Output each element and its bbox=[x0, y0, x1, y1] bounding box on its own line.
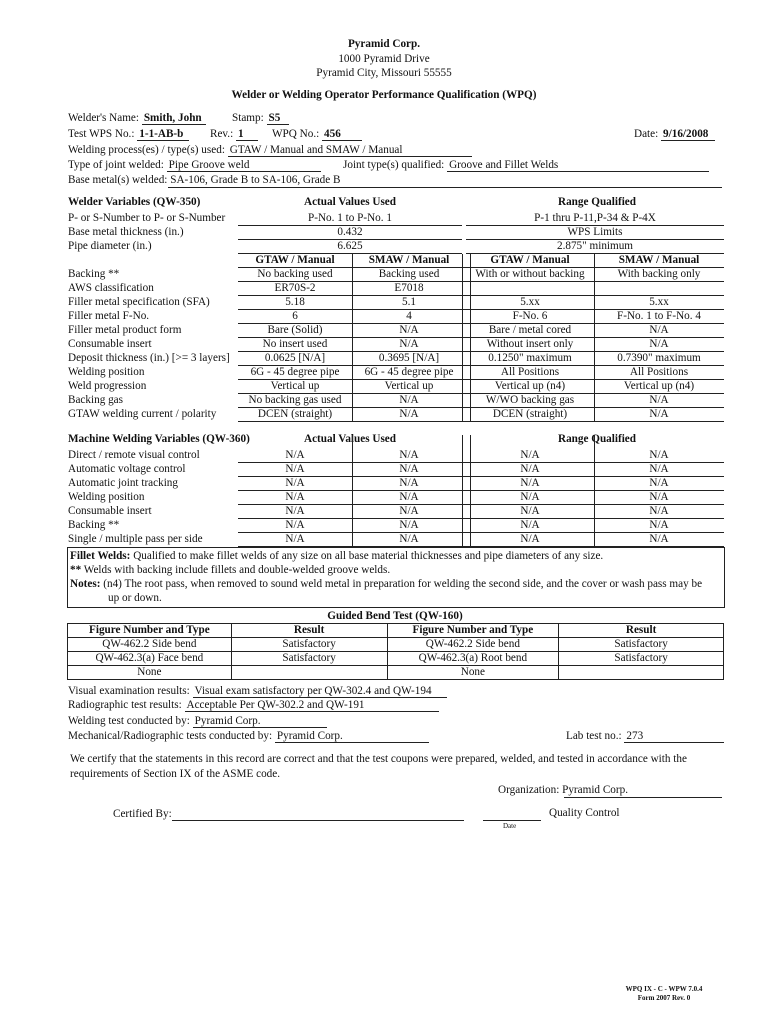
table-cell: N/A bbox=[399, 533, 419, 545]
table-cell: Bare (Solid) bbox=[267, 324, 323, 336]
table-cell: All Positions bbox=[500, 366, 560, 378]
bend-cell bbox=[559, 666, 724, 680]
wps-row bbox=[68, 128, 189, 141]
joint-value: Pipe Groove weld bbox=[167, 159, 321, 172]
quality-control-label: Quality Control bbox=[549, 807, 620, 819]
table-cell: DCEN (straight) bbox=[257, 408, 333, 420]
stamp-row bbox=[232, 112, 289, 125]
table-row bbox=[68, 652, 724, 666]
bend-cell: None bbox=[387, 666, 559, 680]
variable-label: Backing ** bbox=[68, 268, 120, 280]
table-cell: N/A bbox=[649, 394, 669, 406]
actual-value: P-No. 1 to P-No. 1 bbox=[308, 212, 392, 224]
company-name: Pyramid Corp. bbox=[347, 38, 421, 50]
table-cell: N/A bbox=[649, 491, 669, 503]
bend-header-figure-1: Figure Number and Type bbox=[68, 624, 232, 638]
column-subheader: SMAW / Manual bbox=[618, 254, 700, 266]
variable-label: P- or S-Number to P- or S-Number bbox=[68, 212, 226, 224]
table-cell: N/A bbox=[649, 338, 669, 350]
wps-value: 1-1-AB-b bbox=[137, 128, 189, 141]
table-cell: N/A bbox=[399, 463, 419, 475]
rev-value: 1 bbox=[236, 128, 258, 141]
bend-cell: Satisfactory bbox=[231, 638, 387, 652]
table-cell: N/A bbox=[285, 477, 305, 489]
date-value: 9/16/2008 bbox=[661, 128, 715, 141]
certification-line1: We certify that the statements in this record are correct and that the test coupons were prepared, welded, and tested in accordance with the bbox=[70, 753, 687, 765]
welder-name-label: Welder's Name: bbox=[68, 112, 140, 124]
variable-label: Filler metal specification (SFA) bbox=[68, 296, 210, 308]
column-subheader: SMAW / Manual bbox=[368, 254, 450, 266]
mechanical-conducted-value: Pyramid Corp. bbox=[275, 730, 429, 743]
organization-value: Pyramid Corp. bbox=[562, 784, 628, 796]
table-cell: N/A bbox=[285, 533, 305, 545]
joint-label: Type of joint welded: bbox=[68, 159, 164, 171]
table-cell: With or without backing bbox=[475, 268, 585, 280]
table-cell: N/A bbox=[399, 477, 419, 489]
table-cell: N/A bbox=[285, 505, 305, 517]
rev-label: Rev.: bbox=[210, 128, 234, 140]
table-row bbox=[68, 638, 724, 652]
stamp-label: Stamp: bbox=[232, 112, 264, 124]
lab-test-row bbox=[566, 730, 724, 743]
welder-actual-header: Actual Values Used bbox=[303, 196, 396, 208]
date-line bbox=[483, 820, 541, 821]
actual-value: 6.625 bbox=[337, 240, 363, 252]
column-divider bbox=[470, 254, 471, 422]
table-cell: N/A bbox=[649, 463, 669, 475]
process-row bbox=[68, 144, 472, 157]
bend-test-table bbox=[67, 623, 724, 680]
table-cell: N/A bbox=[399, 519, 419, 531]
joint-qualified-value: Groove and Fillet Welds bbox=[447, 159, 709, 172]
variable-label: Filler metal product form bbox=[68, 324, 182, 336]
fillet-note-text: Qualified to make fillet welds of any size on all base material thicknesses and pipe diameters of any size. bbox=[133, 550, 604, 562]
bend-cell: Satisfactory bbox=[559, 652, 724, 666]
notes-text-line1: (n4) The root pass, when removed to sound weld metal in preparation for welding the second side, and the cover or wash pass may be bbox=[103, 578, 703, 590]
table-cell: Bare / metal cored bbox=[488, 324, 572, 336]
notes-box bbox=[67, 547, 725, 608]
range-value: 2.875" minimum bbox=[556, 240, 634, 252]
welder-name-value: Smith, John bbox=[142, 112, 206, 125]
machine-actual-header: Actual Values Used bbox=[303, 433, 396, 445]
variable-label: GTAW welding current / polarity bbox=[68, 408, 217, 420]
welder-range-header: Range Qualified bbox=[557, 196, 636, 208]
wpq-label: WPQ No.: bbox=[272, 128, 320, 140]
table-cell: 0.0625 [N/A] bbox=[264, 352, 326, 364]
backing-note bbox=[70, 564, 390, 576]
table-cell: Vertical up bbox=[384, 380, 434, 392]
table-cell: N/A bbox=[285, 449, 305, 461]
variable-label: Weld progression bbox=[68, 380, 147, 392]
table-cell: 0.7390" maximum bbox=[617, 352, 701, 364]
wpq-row bbox=[272, 128, 362, 141]
stamp-value: S5 bbox=[267, 112, 289, 125]
signature-line bbox=[172, 820, 464, 821]
table-cell: No backing used bbox=[257, 268, 333, 280]
table-cell: N/A bbox=[649, 449, 669, 461]
table-cell: All Positions bbox=[629, 366, 689, 378]
radiographic-label: Radiographic test results: bbox=[68, 699, 182, 711]
variable-label: Base metal thickness (in.) bbox=[68, 226, 184, 238]
bend-cell: QW-462.3(a) Root bend bbox=[387, 652, 559, 666]
joint-qualified-label: Joint type(s) qualified: bbox=[343, 159, 445, 171]
table-cell: Vertical up bbox=[270, 380, 320, 392]
table-cell: No insert used bbox=[262, 338, 328, 350]
table-cell: N/A bbox=[520, 519, 540, 531]
welding-conducted-label: Welding test conducted by: bbox=[68, 715, 190, 727]
table-cell: N/A bbox=[399, 491, 419, 503]
visual-exam-label: Visual examination results: bbox=[68, 685, 190, 697]
process-value: GTAW / Manual and SMAW / Manual bbox=[228, 144, 472, 157]
table-cell: Without insert only bbox=[486, 338, 574, 350]
table-cell: N/A bbox=[520, 533, 540, 545]
welding-conducted-row bbox=[68, 715, 327, 728]
bend-test-title: Guided Bend Test (QW-160) bbox=[327, 610, 463, 622]
table-cell: DCEN (straight) bbox=[492, 408, 568, 420]
column-divider bbox=[352, 435, 353, 547]
organization-label: Organization: bbox=[498, 784, 560, 796]
bend-cell: QW-462.3(a) Face bend bbox=[68, 652, 232, 666]
variable-label: Backing ** bbox=[68, 519, 120, 531]
company-address-line1: 1000 Pyramid Drive bbox=[338, 53, 430, 65]
date-label: Date: bbox=[634, 128, 659, 140]
variable-label: Single / multiple pass per side bbox=[68, 533, 203, 545]
notes-label: Notes: bbox=[70, 578, 101, 590]
mechanical-conducted-row bbox=[68, 730, 429, 743]
variable-label: Consumable insert bbox=[68, 505, 152, 517]
bend-header-result-1: Result bbox=[231, 624, 387, 638]
form-title: Welder or Welding Operator Performance Qualification (WPQ) bbox=[231, 89, 537, 101]
rev-row bbox=[210, 128, 258, 141]
table-cell: 5.xx bbox=[520, 296, 540, 308]
base-metal-underline bbox=[168, 187, 722, 188]
range-value: WPS Limits bbox=[567, 226, 623, 238]
welding-conducted-value: Pyramid Corp. bbox=[193, 715, 327, 728]
table-cell: N/A bbox=[399, 338, 419, 350]
machine-range-header: Range Qualified bbox=[557, 433, 636, 445]
backing-note-text: Welds with backing include fillets and double-welded groove welds. bbox=[83, 564, 391, 576]
table-cell: N/A bbox=[520, 463, 540, 475]
table-cell: N/A bbox=[399, 394, 419, 406]
table-cell: W/WO backing gas bbox=[485, 394, 575, 406]
table-cell: N/A bbox=[649, 477, 669, 489]
bend-cell: Satisfactory bbox=[559, 638, 724, 652]
radiographic-row bbox=[68, 699, 439, 712]
table-cell: F-No. 6 bbox=[512, 310, 548, 322]
table-cell: Vertical up (n4) bbox=[494, 380, 566, 392]
radiographic-value: Acceptable Per QW-302.2 and QW-191 bbox=[185, 699, 439, 712]
wps-label: Test WPS No.: bbox=[68, 128, 135, 140]
table-cell: N/A bbox=[399, 505, 419, 517]
date-row bbox=[634, 128, 715, 141]
table-cell: 0.3695 [N/A] bbox=[378, 352, 440, 364]
footer-form-id: WPQ IX - C - WPW 7.0.4 bbox=[625, 985, 703, 993]
range-value: P-1 thru P-11,P-34 & P-4X bbox=[534, 212, 656, 224]
table-cell: E7018 bbox=[394, 282, 424, 294]
actual-value: 0.432 bbox=[337, 226, 363, 238]
column-divider bbox=[352, 254, 353, 422]
variable-label: Automatic joint tracking bbox=[68, 477, 178, 489]
machine-variables-title: Machine Welding Variables (QW-360) bbox=[68, 433, 250, 445]
bend-header-result-2: Result bbox=[559, 624, 724, 638]
table-cell: 6G - 45 degree pipe bbox=[250, 366, 340, 378]
backing-note-label: ** bbox=[70, 564, 82, 576]
table-cell: 0.1250" maximum bbox=[488, 352, 572, 364]
joint-qualified-row bbox=[343, 159, 709, 172]
notes-line1 bbox=[70, 578, 702, 590]
visual-exam-value: Visual exam satisfactory per QW-302.4 and QW-194 bbox=[193, 685, 447, 698]
variable-label: Welding position bbox=[68, 491, 145, 503]
variable-label: Deposit thickness (in.) [>= 3 layers] bbox=[68, 352, 230, 364]
variable-label: Backing gas bbox=[68, 394, 123, 406]
lab-test-value: 273 bbox=[624, 730, 724, 743]
base-metal-row bbox=[68, 174, 341, 186]
variable-label: Welding position bbox=[68, 366, 145, 378]
bend-cell: QW-462.2 Side bend bbox=[387, 638, 559, 652]
table-cell: 4 bbox=[406, 310, 412, 322]
table-cell: N/A bbox=[520, 491, 540, 503]
table-cell: N/A bbox=[649, 408, 669, 420]
date-caption: Date bbox=[503, 822, 517, 830]
bend-cell: Satisfactory bbox=[231, 652, 387, 666]
table-cell: 5.1 bbox=[402, 296, 416, 308]
column-divider bbox=[462, 435, 463, 547]
table-cell: N/A bbox=[399, 449, 419, 461]
table-cell: 6 bbox=[292, 310, 298, 322]
base-metal-label: Base metal(s) welded: bbox=[68, 174, 168, 186]
column-divider bbox=[470, 435, 471, 547]
table-cell: N/A bbox=[285, 463, 305, 475]
column-divider bbox=[594, 254, 595, 422]
process-label: Welding process(es) / type(s) used: bbox=[68, 144, 225, 156]
table-cell: Backing used bbox=[378, 268, 440, 280]
table-cell: N/A bbox=[649, 505, 669, 517]
notes-line2: up or down. bbox=[108, 592, 162, 604]
row-divider bbox=[238, 421, 724, 422]
table-cell: With backing only bbox=[617, 268, 701, 280]
bend-header-figure-2: Figure Number and Type bbox=[387, 624, 559, 638]
table-cell: N/A bbox=[285, 491, 305, 503]
column-divider bbox=[462, 254, 463, 422]
visual-exam-row bbox=[68, 685, 447, 698]
variable-label: Consumable insert bbox=[68, 338, 152, 350]
table-cell: N/A bbox=[520, 505, 540, 517]
certification-line2: requirements of Section IX of the ASME code. bbox=[70, 768, 281, 780]
table-cell: N/A bbox=[649, 533, 669, 545]
column-subheader: GTAW / Manual bbox=[490, 254, 570, 266]
column-subheader: GTAW / Manual bbox=[255, 254, 335, 266]
variable-label: AWS classification bbox=[68, 282, 154, 294]
table-cell: N/A bbox=[520, 477, 540, 489]
table-row bbox=[68, 666, 724, 680]
table-cell: N/A bbox=[285, 519, 305, 531]
welder-name-row bbox=[68, 112, 206, 125]
variable-label: Direct / remote visual control bbox=[68, 449, 200, 461]
table-cell: Vertical up (n4) bbox=[623, 380, 695, 392]
organization-underline bbox=[564, 797, 722, 798]
table-cell: No backing gas used bbox=[248, 394, 342, 406]
variable-label: Pipe diameter (in.) bbox=[68, 240, 152, 252]
column-divider bbox=[594, 435, 595, 547]
fillet-note-label: Fillet Welds: bbox=[70, 550, 131, 562]
table-cell: N/A bbox=[520, 449, 540, 461]
table-cell: 5.18 bbox=[285, 296, 305, 308]
bend-test-header-row bbox=[68, 624, 724, 638]
mechanical-conducted-label: Mechanical/Radiographic tests conducted by: bbox=[68, 730, 273, 742]
variable-label: Automatic voltage control bbox=[68, 463, 186, 475]
welder-variables-title: Welder Variables (QW-350) bbox=[68, 196, 201, 208]
footer-form-rev: Form 2007 Rev. 0 bbox=[637, 994, 691, 1002]
table-cell: 5.xx bbox=[649, 296, 669, 308]
table-cell: N/A bbox=[649, 519, 669, 531]
wpq-value: 456 bbox=[322, 128, 362, 141]
bend-cell bbox=[231, 666, 387, 680]
table-cell: N/A bbox=[649, 324, 669, 336]
joint-row bbox=[68, 159, 321, 172]
company-address-line2: Pyramid City, Missouri 55555 bbox=[316, 67, 452, 79]
bend-cell: None bbox=[68, 666, 232, 680]
table-cell: ER70S-2 bbox=[274, 282, 316, 294]
certified-by-label: Certified By: bbox=[113, 808, 172, 820]
table-cell: 6G - 45 degree pipe bbox=[364, 366, 454, 378]
bend-cell: QW-462.2 Side bend bbox=[68, 638, 232, 652]
lab-test-label: Lab test no.: bbox=[566, 730, 622, 742]
organization-row bbox=[498, 784, 628, 796]
table-cell: N/A bbox=[399, 324, 419, 336]
table-cell: F-No. 1 to F-No. 4 bbox=[617, 310, 701, 322]
base-metal-value: SA-106, Grade B to SA-106, Grade B bbox=[170, 174, 341, 186]
table-cell: N/A bbox=[399, 408, 419, 420]
variable-label: Filler metal F-No. bbox=[68, 310, 150, 322]
fillet-note bbox=[70, 550, 603, 562]
